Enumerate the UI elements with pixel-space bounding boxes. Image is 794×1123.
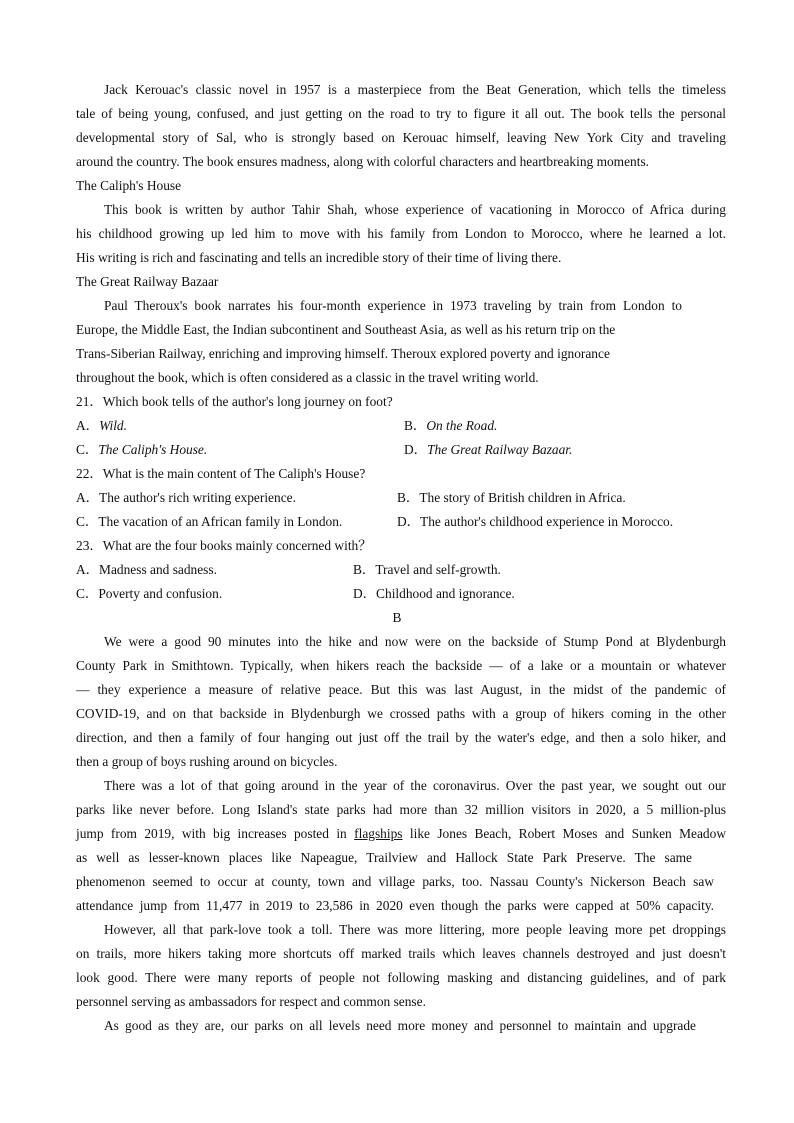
question-22-option-d[interactable]: D．The author's childhood experience in Morocco. — [397, 514, 674, 529]
p2-line-1: There was a lot of that going around in the year of the coronavirus. Over the past year, we sought out our — [104, 778, 726, 793]
question-21-option-c[interactable] — [76, 440, 207, 460]
p1-line-3: — they experience a measure of relative peace. But this was last August, in the midst of the pandemic of — [76, 682, 726, 697]
p1-line-1: We were a good 90 minutes into the hike and now were on the backside of Stump Pond at Blydenburgh — [104, 634, 726, 649]
p3-line-2: on trails, more hikers taking more shortcuts off marked trails which leaves channels destroyed and just doesn't — [76, 946, 726, 961]
p2-line-5: phenomenon seemed to occur at county, town and village parks, too. Nassau County's Nickerson Beach saw — [76, 874, 714, 889]
option-letter: B． — [404, 418, 427, 433]
option-letter: A． — [76, 418, 100, 433]
p1-line-2: County Park in Smithtown. Typically, when hikers reach the backside — of a lake or a mountain or whatever — [76, 658, 726, 673]
option-letter: D． — [404, 442, 428, 457]
question-22-stem: 22．What is the main content of The Caliph's House? — [76, 466, 366, 481]
p3-line-1: However, all that park-love took a toll. There was more littering, more people leaving more pet droppings — [104, 922, 726, 937]
option-letter: C． — [76, 442, 99, 457]
railway-bazaar-title: The Great Railway Bazaar — [76, 274, 219, 289]
railway-line-2: Europe, the Middle East, the Indian subcontinent and Southeast Asia, as well as his return trip on the — [76, 322, 616, 337]
p2-line-4: as well as lesser-known places like Napeague, Trailview and Hallock State Park Preserve. The same — [76, 850, 692, 865]
on-the-road-line-3: developmental story of Sal, who is strongly based on Kerouac himself, leaving New York City and traveling — [76, 130, 726, 145]
railway-line-3: Trans-Siberian Railway, enriching and improving himself. Theroux explored poverty and ignorance — [76, 346, 610, 361]
option-text: On the Road. — [426, 418, 498, 433]
caliph-line-3: His writing is rich and fascinating and tells an incredible story of their time of living there. — [76, 250, 562, 265]
p1-line-4: COVID-19, and on that backside in Blydenburgh we crossed paths with a group of hikers coming in the other — [76, 706, 726, 721]
railway-line-1: Paul Theroux's book narrates his four-month experience in 1973 traveling by train from London to — [104, 298, 682, 313]
caliph-line-2: his childhood growing up led him to move with his family from London to Morocco, where he learned a lot. — [76, 226, 726, 241]
caliph-house-title: The Caliph's House — [76, 178, 182, 193]
p2-line-3-start: jump from 2019, with big increases posted in — [76, 826, 355, 841]
p2-line-6: attendance jump from 11,477 in 2019 to 23,586 in 2020 even though the parks were capped at 50% capacity. — [76, 898, 714, 913]
p1-line-5: direction, and then a family of four hanging out just off the trail by the water's edge, and then a solo hiker, and — [76, 730, 726, 745]
question-21-option-b[interactable] — [404, 416, 497, 436]
question-23-option-c[interactable]: C．Poverty and confusion. — [76, 586, 223, 601]
question-21-stem: 21．Which book tells of the author's long journey on foot? — [76, 394, 393, 409]
option-text: The Caliph's House. — [98, 442, 208, 457]
question-23-option-d[interactable]: D．Childhood and ignorance. — [353, 586, 515, 601]
p3-line-4: personnel serving as ambassadors for respect and common sense. — [76, 994, 426, 1009]
p2-line-3 — [76, 824, 726, 844]
question-22-option-b[interactable]: B．The story of British children in Africa. — [397, 490, 626, 505]
question-21-option-a[interactable] — [76, 416, 127, 436]
question-23-stem: 23．What are the four books mainly concerned with？ — [76, 538, 372, 553]
question-22-option-a[interactable]: A．The author's rich writing experience. — [76, 490, 296, 505]
on-the-road-line-2: tale of being young, confused, and just getting on the road to try to figure it all out. The book tells the personal — [76, 106, 726, 121]
p2-line-3-end: like Jones Beach, Robert Moses and Sunken Meadow — [402, 826, 726, 841]
question-22-option-c[interactable]: C．The vacation of an African family in London. — [76, 514, 343, 529]
question-23-option-a[interactable]: A．Madness and sadness. — [76, 562, 217, 577]
flagships-underlined-word: flagships — [354, 826, 403, 841]
question-23-option-b[interactable]: B．Travel and self-growth. — [353, 562, 501, 577]
railway-line-4: throughout the book, which is often considered as a classic in the travel writing world. — [76, 370, 539, 385]
option-text: Wild. — [99, 418, 127, 433]
p3-line-3: look good. There were many reports of people not following masking and distancing guidelines, and of park — [76, 970, 726, 985]
caliph-line-1: This book is written by author Tahir Shah, whose experience of vacationing in Morocco of Africa during — [104, 202, 726, 217]
p4-line-1: As good as they are, our parks on all levels need more money and personnel to maintain and upgrade — [104, 1018, 696, 1033]
on-the-road-line-4: around the country. The book ensures madness, along with colorful characters and heartbreaking moments. — [76, 154, 650, 169]
question-21-option-d[interactable] — [404, 440, 572, 460]
on-the-road-line-1: Jack Kerouac's classic novel in 1957 is a masterpiece from the Beat Generation, which tells the timeless — [104, 82, 726, 97]
p1-line-6: then a group of boys rushing around on bicycles. — [76, 754, 338, 769]
p2-line-2: parks like never before. Long Island's state parks had more than 32 million visitors in 2020, a 5 million-plus — [76, 802, 726, 817]
section-b-label: B — [392, 610, 402, 625]
option-text: The Great Railway Bazaar. — [427, 442, 573, 457]
